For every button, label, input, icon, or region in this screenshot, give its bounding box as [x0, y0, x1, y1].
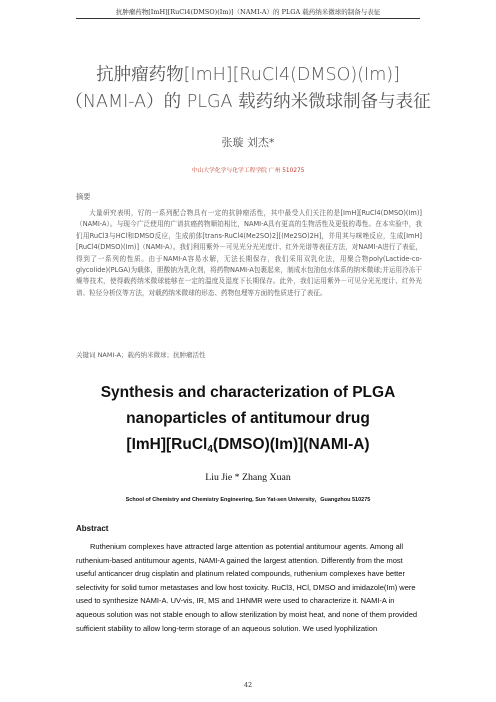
english-authors: Liu Jie * Zhang Xuan [205, 472, 291, 483]
chinese-title-line1: 抗肿瘤药物[ImH][RuCl4(DMSO)(Im)] [96, 65, 400, 85]
english-abstract-heading: Abstract [76, 524, 109, 533]
english-title [40, 380, 456, 463]
chinese-affiliation: 中山大学化学与化学工程学院 广州 510275 [191, 168, 305, 174]
english-abstract: Ruthenium complexes have attracted large attention as potential antitumour agents. Among all ruthenium-based antitumour agents, NAMI-A gained the largest attention. Differently from the most useful anticancer drug cisplatin and platinum related compounds, ruthenium complexes have better selectivity for solid tumor metastases and low host toxicity. RuCl3, HCl, DMSO and imidazole(Im) were used to synthesize NAMI-A. UV-vis, IR, MS and 1HNMR were used to characterize it. NAMI-A in aqueous solution was not stable enough to allow sterilization by moist heat, and none of them provided sufficient stability to allow long-term storage of an aqueous solution. We used lyophilization [76, 542, 418, 633]
english-title-formula-pre: [ImH][RuCl [126, 436, 208, 453]
chinese-title [40, 62, 456, 116]
english-title-line2: nanoparticles of antitumour drug [126, 410, 370, 427]
chinese-title-line2: （NAMI-A）的 PLGA 载药纳米微球制备与表征 [65, 92, 431, 112]
english-affiliation: School of Chemistry and Chemistry Engineering, Sun Yat-sen University，Guangzhou 510275 [125, 497, 371, 503]
chinese-authors: 张璇 刘杰* [221, 136, 275, 149]
english-title-line3 [40, 432, 456, 463]
english-title-line1: Synthesis and characterization of PLGA [100, 384, 396, 401]
english-title-formula-subscript: 4 [207, 444, 213, 455]
header-rule [76, 18, 420, 19]
chinese-keywords: 关键词 NAMI-A；载药纳米微球；抗肿瘤活性 [76, 351, 206, 359]
chinese-abstract: 大量研究表明，钌的一系列配合物具有一定的抗肿瘤活性，其中最受人们关注的是[ImH][RuCl4(DMSO)(Im)]（NAMI-A）。与现今广泛使用的广谱抗癌药物顺铂相比，NAMI-A具有更高的生物活性及更低的毒性。在本实验中，我们用RuCl3与HCl和DMSO反应，生成前体[trans-RuCl4(Me2SO)2][(Me2SO)2H]，并用其与咪唑反应，生成[ImH][RuCl4(DMSO)(Im)]（NAMI-A）。我们利用紫外－可见光分光光度计、红外光谱等表征方法，对NAMI-A进行了表征，得到了一系列的性质。由于NAMI-A容易水解，无法长期保存，我们采用双乳化法，用聚合物poly(Lactide-co-glycolide)(PLGA)为载体，胆酸钠为乳化剂，将药物NAMI-A包裹起来，制成水包油包水体系的纳米微球;并运用冷冻干燥等技术，使得载药纳米微球能够在一定的温度及湿度下长期保存。此外，我们运用紫外－可见分光光度计、红外光谱、粒径分析仪等方法，对载药纳米微球的形态、药物包埋等方面的性质进行了表征。 [76, 209, 422, 297]
english-title-formula-post: (DMSO)(Im)](NAMI-A) [212, 436, 370, 453]
page-number: 42 [243, 681, 253, 689]
chinese-abstract-heading: 摘要 [76, 192, 91, 201]
running-header: 抗肿瘤药物[ImH][RuCl4(DMSO)(Im)]（NAMI-A）的 PLGA 载药纳米微球的制备与表征 [115, 8, 381, 16]
